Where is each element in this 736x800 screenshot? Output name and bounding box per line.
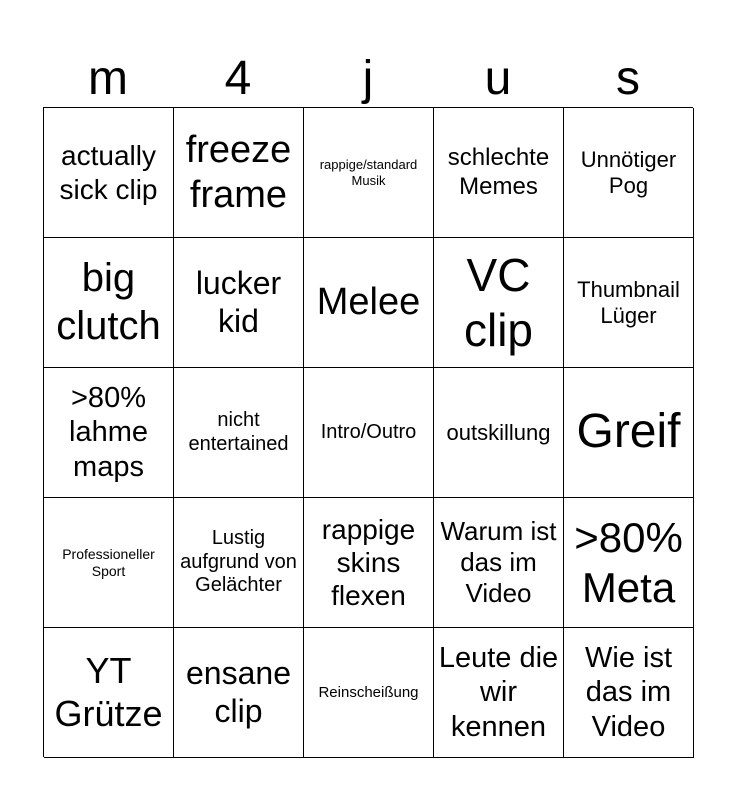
bingo-cell[interactable]: [434, 108, 564, 238]
bingo-cell[interactable]: [44, 368, 174, 498]
bingo-cell[interactable]: [434, 238, 564, 368]
bingo-cell[interactable]: [304, 498, 434, 628]
bingo-cell[interactable]: [304, 628, 434, 758]
bingo-cell[interactable]: [564, 368, 694, 498]
bingo-cell-text: Intro/Outro: [320, 420, 417, 443]
bingo-cell-text: freeze frame: [185, 128, 292, 216]
bingo-cell-text: Reinscheißung: [318, 683, 419, 701]
header-letter-5: s: [616, 52, 640, 105]
bingo-cell[interactable]: [174, 628, 304, 758]
bingo-cell[interactable]: [174, 238, 304, 368]
bingo-cell-text: Greif: [576, 405, 681, 459]
bingo-cell[interactable]: [564, 108, 694, 238]
bingo-cell-text: big clutch: [56, 256, 161, 348]
bingo-cell[interactable]: [304, 238, 434, 368]
bingo-cell-text: ensane clip: [186, 654, 291, 729]
bingo-cell-text: nicht entertained: [188, 408, 289, 455]
bingo-cell-text: Unnötiger Pog: [580, 146, 677, 198]
bingo-cell-text: rappige skins flexen: [321, 513, 416, 612]
bingo-header: [43, 50, 693, 108]
bingo-cell[interactable]: [304, 108, 434, 238]
bingo-cell-text: Thumbnail Lüger: [577, 276, 680, 328]
bingo-cell-text: Lustig aufgrund von Gelächter: [180, 527, 297, 597]
bingo-cell[interactable]: [44, 238, 174, 368]
bingo-cell[interactable]: [304, 368, 434, 498]
bingo-cell-text: Professioneller Sport: [62, 545, 155, 579]
header-letter-1: m: [88, 52, 128, 105]
bingo-cell-text: >80% Meta: [574, 513, 683, 611]
bingo-board: [43, 107, 693, 757]
header-letter-2: 4: [224, 52, 252, 105]
bingo-cell[interactable]: [44, 498, 174, 628]
bingo-cell-text: Melee: [316, 281, 421, 324]
bingo-cell[interactable]: [564, 498, 694, 628]
bingo-cell-text: rappige/standard Musik: [319, 157, 418, 188]
bingo-cell[interactable]: [434, 498, 564, 628]
header-letter-4: u: [484, 52, 512, 105]
bingo-cell-text: Warum ist das im Video: [440, 516, 557, 608]
bingo-cell-text: YT Grütze: [54, 650, 163, 734]
bingo-cell[interactable]: [564, 628, 694, 758]
bingo-cell[interactable]: [44, 628, 174, 758]
bingo-cell-text: VC clip: [463, 249, 534, 356]
bingo-cell-text: Leute die wir kennen: [438, 642, 559, 743]
bingo-cell[interactable]: [174, 368, 304, 498]
bingo-cell[interactable]: [434, 628, 564, 758]
bingo-cell[interactable]: [174, 108, 304, 238]
bingo-cell[interactable]: [44, 108, 174, 238]
header-letter-3: j: [362, 52, 374, 105]
bingo-cell[interactable]: [434, 368, 564, 498]
bingo-cell[interactable]: [174, 498, 304, 628]
bingo-cell-text: schlechte Memes: [447, 144, 550, 200]
bingo-cell-text: Wie ist das im Video: [585, 642, 672, 743]
bingo-cell-text: luckerkid: [195, 264, 282, 339]
bingo-cell-text: >80% lahme maps: [69, 382, 148, 483]
bingo-cell[interactable]: [564, 238, 694, 368]
bingo-cell-text: actually sick clip: [59, 140, 158, 205]
bingo-cell-text: outskillung: [446, 419, 551, 445]
